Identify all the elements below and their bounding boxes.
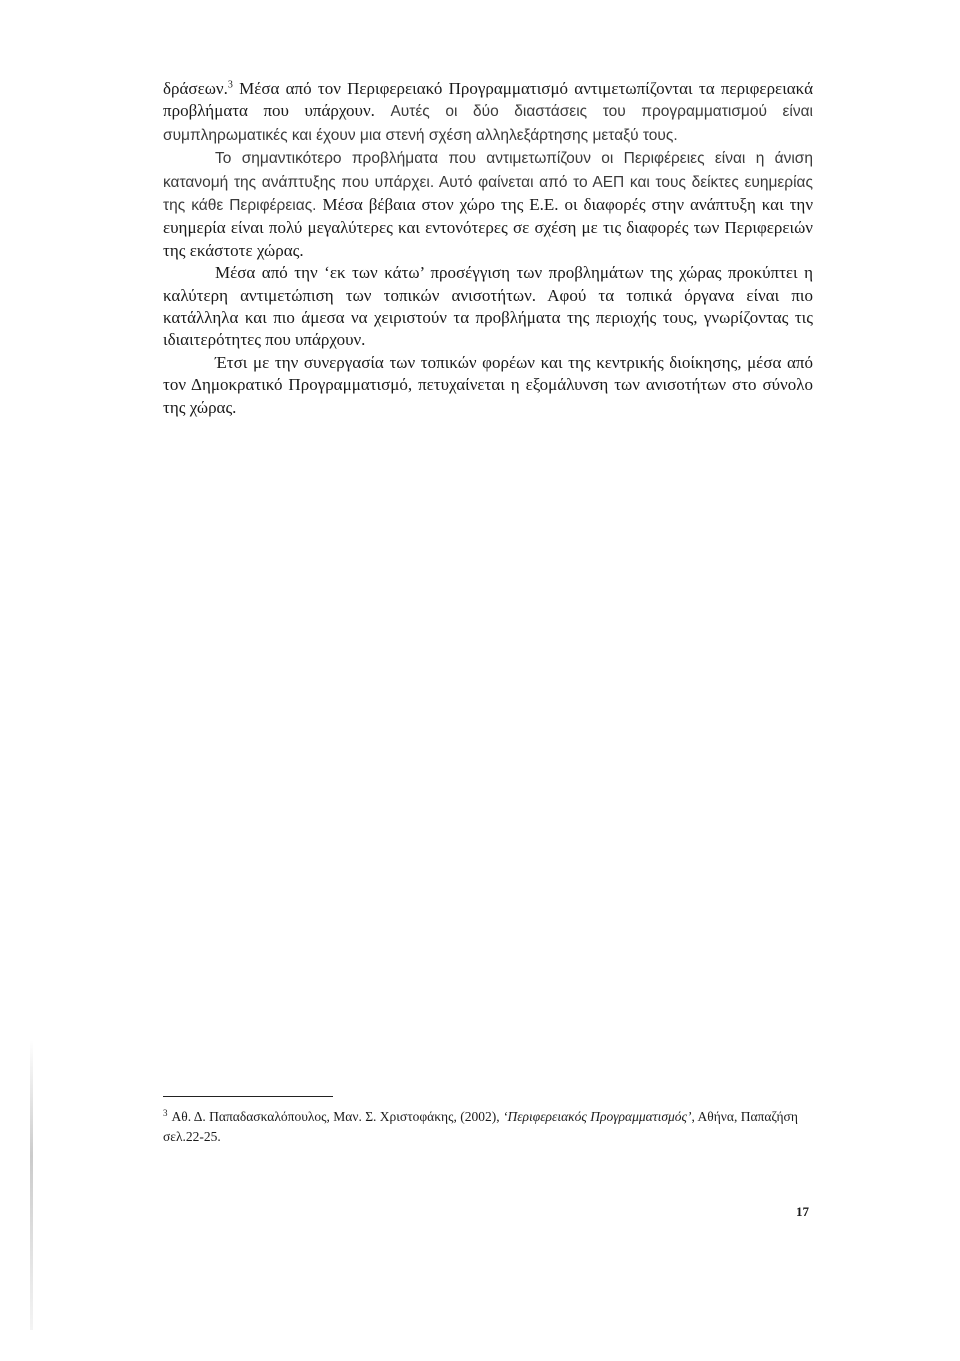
footnote-authors: Αθ. Δ. Παπαδασκαλόπουλος, Μαν. Σ. Χριστοφάκης, (2002), (171, 1109, 503, 1124)
paragraph-2-text-end: Μέσα βέβαια στον χώρο της Ε.Ε. οι διαφορές στην ανάπτυξη και την ευημερία είναι πολύ μεγαλύτερες και εντονότερες σε σχέση με τις διαφορές των Περιφερειών της εκάστοτε χώρας. (163, 195, 814, 260)
paragraph-1 (163, 78, 813, 147)
footnote-reference: 3 (227, 79, 233, 91)
paragraph-2-text-start: Το σημαντικότερο προβλήματα που αντιμετωπίζουν οι Περιφέρειες είναι η άνιση κατανομή της ανάπτυξης που υπάρχει. (163, 150, 813, 191)
footnote-divider (163, 1096, 333, 1097)
main-text (163, 78, 813, 419)
footnote (163, 1107, 823, 1147)
paragraph-2 (163, 147, 813, 262)
footnote-marker: 3 (163, 1107, 168, 1118)
paragraph-3: Μέσα από την ‘εκ των κάτω’ προσέγγιση των προβλημάτων της χώρας προκύπτει η καλύτερη αντιμετώπιση των τοπικών ανισοτήτων. Αφού τα τοπικά όργανα είναι πιο κατάλληλα και πιο άμεσα να χειριστούν τα προβλήματα της περιοχής τους, γνωρίζοντας τις ιδιαιτερότητες που υπάρχουν. (163, 263, 813, 350)
paragraph-2-text-middle: Αυτό φαίνεται από το ΑΕΠ και τους δείκτες ευημερίας της κάθε Περιφέρειας. (163, 173, 813, 215)
paragraph-1-text-end: Αυτές οι δύο διαστάσεις του προγραμματισμού είναι συμπληρωματικές και έχουν μια στενή σχέση αλληλεξάρτησης μεταξύ τους. (163, 103, 814, 144)
paragraph-1-text-start: δράσεων. (163, 79, 228, 98)
footnote-publisher: , Αθήνα, Παπαζήση σελ.22-25. (163, 1109, 798, 1144)
footnote-title: ‘Περιφερειακός Προγραμματισμός’ (502, 1109, 692, 1124)
paragraph-1-text-middle: Μέσα από τον Περιφερειακό Προγραμματισμό αντιμετωπίζονται τα περιφερειακά προβλήματα που υπάρχουν. (163, 79, 813, 121)
page-number: 17 (796, 1204, 809, 1219)
scan-edge-shadow (30, 1040, 33, 1330)
paragraph-4: Έτσι με την συνεργασία των τοπικών φορέων και της κεντρικής διοίκησης, μέσα από τον Δημοκρατικό Προγραμματισμό, πετυχαίνεται η εξομάλυνση των ανισοτήτων στο σύνολο της χώρας. (163, 352, 813, 417)
